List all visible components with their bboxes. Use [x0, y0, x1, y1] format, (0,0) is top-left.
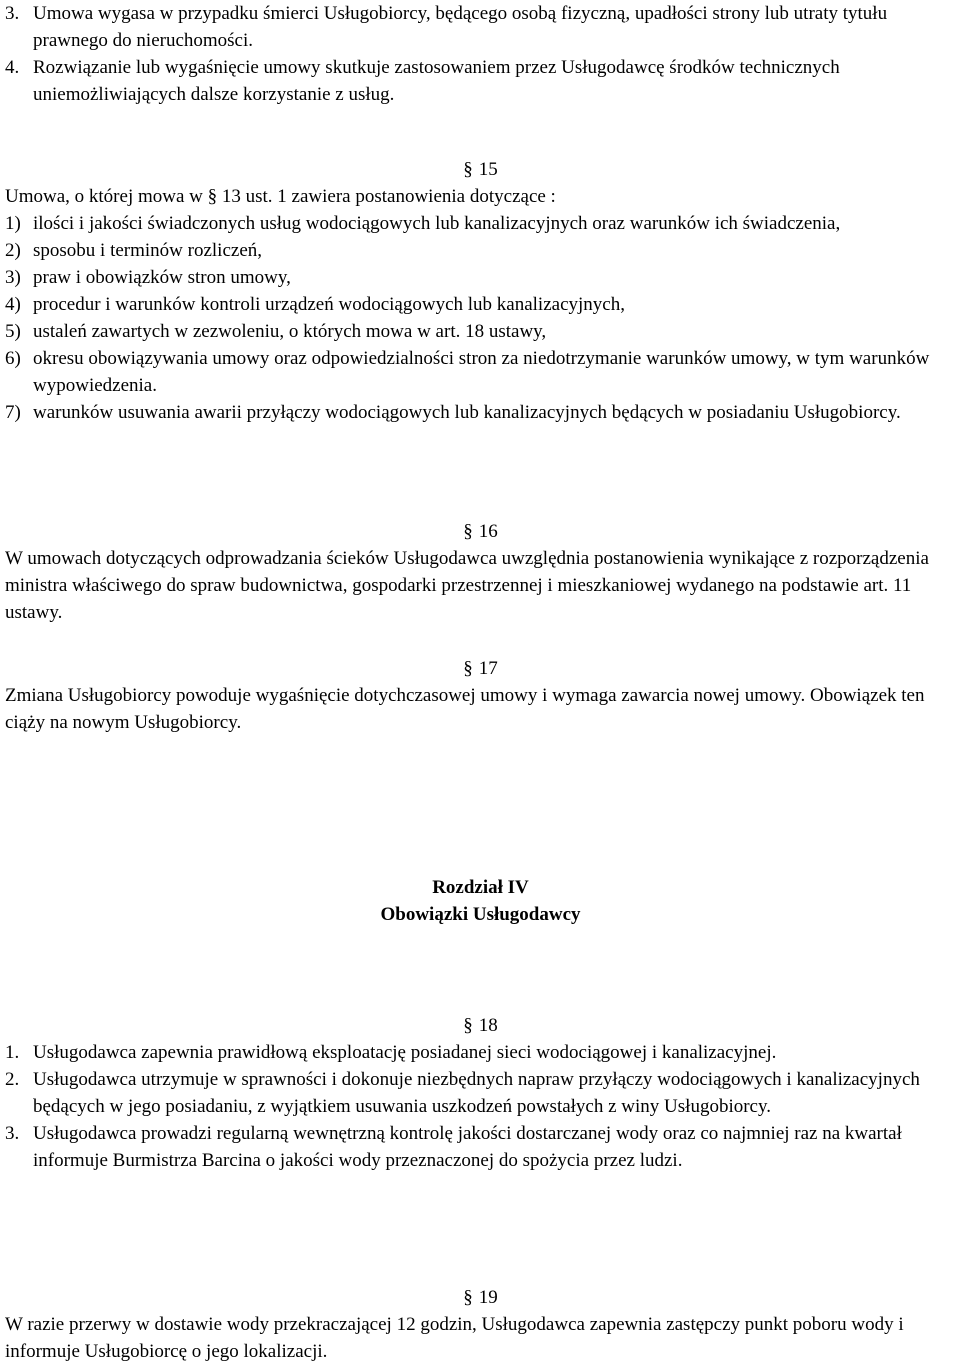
chapter-heading [5, 874, 956, 928]
chapter-title: Obowiązki Usługodawcy [380, 904, 581, 925]
item-number: 3) [5, 267, 21, 288]
item-number: 5) [5, 321, 21, 342]
item-text: Umowa wygasa w przypadku śmierci Usługobiorcy, będącego osobą fizyczną, upadłości strony lub utraty tytułu prawnego do nieruchomości. [33, 3, 888, 51]
item-number: 1. [5, 1042, 20, 1063]
item-number: 1) [5, 213, 21, 234]
section-16 [5, 518, 956, 626]
section-number: 19 [478, 1287, 498, 1308]
section-number: 17 [478, 658, 498, 679]
item-text: Usługodawca prowadzi regularną wewnętrzną kontrolę jakości dostarczanej wody oraz co najmniej raz na kwartał informuje Burmistrza Barcina o jakości wody przeznaczonej do spożycia przez ludzi. [33, 1123, 902, 1171]
item-number: 2. [5, 1069, 20, 1090]
list-item [5, 1039, 956, 1066]
section-intro: Umowa, o której mowa w § 13 ust. 1 zawiera postanowienia dotyczące : [5, 186, 556, 207]
list-item [5, 1120, 956, 1174]
section-text: Zmiana Usługobiorcy powoduje wygaśnięcie dotychczasowej umowy i wymaga zawarcia nowej umowy. Obowiązek ten ciąży na nowym Usługobiorcy. [5, 685, 925, 733]
section-heading [5, 518, 956, 545]
list-item [5, 237, 956, 264]
section-15 [5, 156, 956, 426]
item-number: 6) [5, 348, 21, 369]
section-17 [5, 655, 956, 736]
list-item [5, 210, 956, 237]
list-item [5, 264, 956, 291]
list-item [5, 291, 956, 318]
section-number: 18 [478, 1015, 498, 1036]
section-19 [5, 1284, 956, 1365]
item-text: Usługodawca utrzymuje w sprawności i dokonuje niezbędnych napraw przyłączy wodociągowych i kanalizacyjnych będących w jego posiadaniu, z wyjątkiem usuwania uszkodzeń powstałych z winy Usługobiorcy. [33, 1069, 920, 1117]
top-items [5, 0, 956, 108]
item-number: 3. [5, 3, 20, 24]
section-heading [5, 655, 956, 682]
chapter-number: Rozdział IV [432, 877, 529, 898]
section-text: W umowach dotyczących odprowadzania ścieków Usługodawca uwzględnia postanowienia wynikające z rozporządzenia ministra właściwego do spraw budownictwa, gospodarki przestrzennej i mieszkaniowej wydanego na podstawie art. 11 ustawy. [5, 548, 929, 623]
item-number: 3. [5, 1123, 20, 1144]
section-number: 16 [478, 521, 498, 542]
section-number: 15 [478, 159, 498, 180]
item-number: 2) [5, 240, 21, 261]
item-number: 4. [5, 57, 20, 78]
item-text: Usługodawca zapewnia prawidłową eksploatację posiadanej sieci wodociągowej i kanalizacyjnej. [33, 1042, 777, 1063]
section-sign: § [463, 658, 473, 679]
section-heading [5, 156, 956, 183]
list-item [5, 318, 956, 345]
list-item [5, 345, 956, 399]
section-sign: § [463, 1287, 473, 1308]
section-sign: § [463, 1015, 473, 1036]
item-text: warunków usuwania awarii przyłączy wodociągowych lub kanalizacyjnych będących w posiadaniu Usługobiorcy. [33, 402, 901, 423]
item-text: okresu obowiązywania umowy oraz odpowiedzialności stron za niedotrzymanie warunków umowy, w tym warunków wypowiedzenia. [33, 348, 930, 396]
section-text: W razie przerwy w dostawie wody przekraczającej 12 godzin, Usługodawca zapewnia zastępczy punkt poboru wody i informuje Usługobiorcę o jego lokalizacji. [5, 1314, 904, 1362]
list-item [5, 1066, 956, 1120]
list-item [5, 0, 956, 54]
item-text: sposobu i terminów rozliczeń, [33, 240, 263, 261]
item-number: 7) [5, 402, 21, 423]
item-text: procedur i warunków kontroli urządzeń wodociągowych lub kanalizacyjnych, [33, 294, 625, 315]
item-text: Rozwiązanie lub wygaśnięcie umowy skutkuje zastosowaniem przez Usługodawcę środków technicznych uniemożliwiających dalsze korzystanie z usług. [33, 57, 840, 105]
section-sign: § [463, 521, 473, 542]
section-sign: § [463, 159, 473, 180]
list-item [5, 54, 956, 108]
section-heading [5, 1284, 956, 1311]
item-text: ustaleń zawartych w zezwoleniu, o których mowa w art. 18 ustawy, [33, 321, 547, 342]
list-item [5, 399, 956, 426]
item-text: ilości i jakości świadczonych usług wodociągowych lub kanalizacyjnych oraz warunków ich świadczenia, [33, 213, 841, 234]
section-18 [5, 1012, 956, 1174]
item-number: 4) [5, 294, 21, 315]
item-text: praw i obowiązków stron umowy, [33, 267, 291, 288]
section-heading [5, 1012, 956, 1039]
